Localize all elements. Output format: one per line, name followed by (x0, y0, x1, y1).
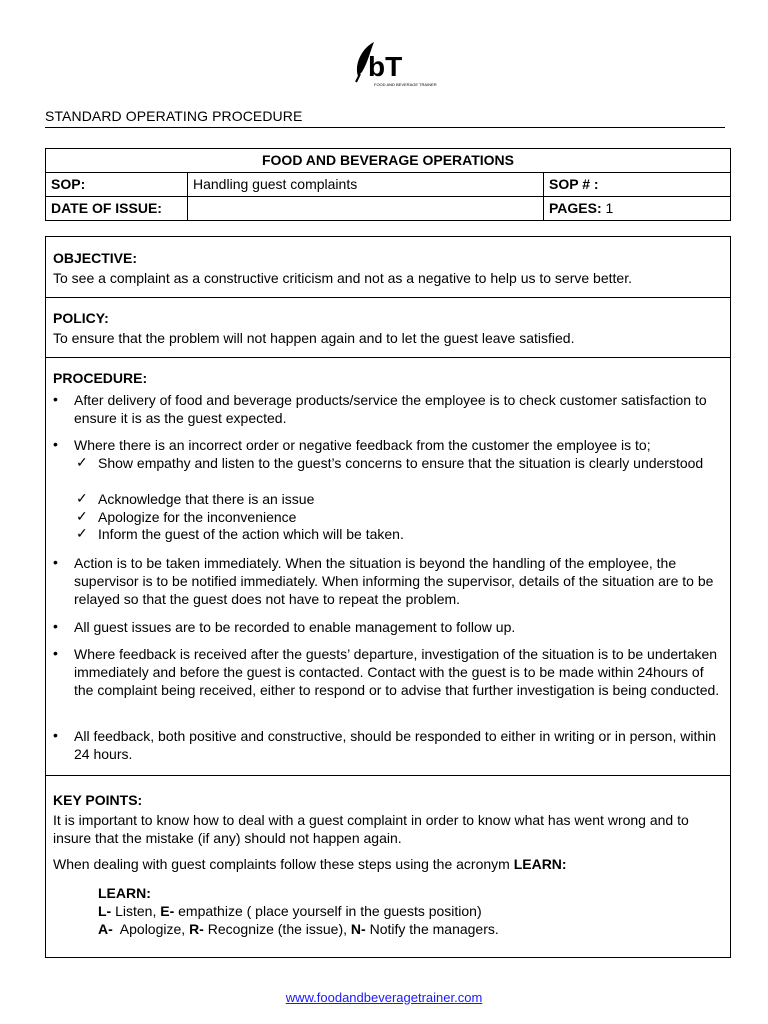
sop-body (45, 236, 731, 958)
objective-section (46, 237, 730, 297)
learn-l-text: Listen, (111, 903, 161, 919)
acronym-name: LEARN: (513, 856, 567, 872)
check-item-apologize: Apologize for the inconvenience (98, 509, 297, 525)
check-item-acknowledge: Acknowledge that there is an issue (98, 491, 315, 507)
bullet: • (53, 618, 58, 634)
department-title: FOOD AND BEVERAGE OPERATIONS (46, 149, 731, 173)
svg-text:FOOD AND BEVERAGE TRAINER: FOOD AND BEVERAGE TRAINER (374, 82, 437, 87)
date-of-issue-value (188, 197, 544, 221)
learn-a-text: Apologize, (112, 921, 190, 937)
learn-a-key: A- (98, 921, 113, 937)
procedure-item-4: All guest issues are to be recorded to enable management to follow up. (74, 619, 516, 635)
document-type: STANDARD OPERATING PROCEDURE (45, 108, 303, 124)
pages-label: PAGES: (549, 200, 602, 216)
svg-text:bT: bT (368, 51, 403, 82)
brand-logo (348, 38, 437, 90)
bullet: • (53, 554, 58, 570)
bullet: • (53, 645, 58, 661)
objective-heading: OBJECTIVE: (53, 250, 138, 266)
learn-n-text: Notify the managers. (365, 921, 499, 937)
sop-number-cell (544, 173, 731, 197)
check-item-empathy: Show empathy and listen to the guest’s concerns to ensure that the situation is clearly understood (98, 455, 704, 471)
sop-value: Handling guest complaints (188, 173, 544, 197)
check-icon: ✓ (76, 525, 88, 541)
bullet: • (53, 727, 58, 743)
sop-number-label: SOP # : (549, 176, 599, 192)
check-icon: ✓ (76, 490, 88, 506)
header-rule (45, 127, 725, 128)
procedure-item-2: Where there is an incorrect order or negative feedback from the customer the employee is to; (74, 437, 651, 453)
learn-n-key: N- (350, 921, 366, 937)
policy-heading: POLICY: (53, 310, 109, 326)
website-link[interactable]: www.foodandbeveragetrainer.com (285, 990, 483, 1005)
sop-label: SOP: (46, 173, 188, 197)
procedure-section (46, 357, 730, 776)
key-points-paragraph: It is important to know how to deal with a guest complaint in order to know what has went wrong and to insure that the mistake (if any) should not happen again. (53, 812, 689, 846)
sop-header-table (45, 148, 731, 221)
procedure-item-3: Action is to be taken immediately. When the situation is beyond the handling of the employee, the supervisor is to be notified immediately. When informing the supervisor, details of the situation are to be relayed so that the guest does not have to repeat the problem. (74, 555, 714, 607)
date-of-issue-label: DATE OF ISSUE: (46, 197, 188, 221)
bullet: • (53, 391, 58, 407)
procedure-heading: PROCEDURE: (53, 370, 148, 386)
acronym-intro-text: When dealing with guest complaints follow these steps using the acronym (53, 856, 514, 872)
procedure-item-6: All feedback, both positive and constructive, should be responded to either in writing or in person, within 24 hours. (74, 728, 717, 762)
procedure-item-1: After delivery of food and beverage products/service the employee is to check customer satisfaction to ensure it is as the guest expected. (74, 392, 707, 426)
feather-logo-icon (348, 38, 437, 90)
check-icon: ✓ (76, 508, 88, 524)
bullet: • (53, 436, 58, 452)
learn-title: LEARN: (98, 885, 151, 901)
learn-l-key: L- (98, 903, 112, 919)
policy-section (46, 297, 730, 358)
check-item-inform: Inform the guest of the action which will be taken. (98, 526, 404, 542)
learn-line-2 (98, 920, 499, 938)
procedure-item-5: Where feedback is received after the guests’ departure, investigation of the situation is to be undertaken immediately and before the guest is contacted. Contact with the guest is to be made within 24hours of the complaint being received, either to respond or to advise that further investigation is being conducted. (74, 646, 720, 698)
pages-cell (544, 197, 731, 221)
key-points-section (46, 775, 730, 958)
learn-r-text: Recognize (the issue), (203, 921, 351, 937)
learn-line-1 (98, 902, 482, 920)
acronym-intro (53, 855, 722, 873)
pages-value: 1 (605, 200, 614, 216)
objective-text: To see a complaint as a constructive criticism and not as a negative to help us to serve better. (53, 270, 632, 286)
policy-text: To ensure that the problem will not happen again and to let the guest leave satisfied. (53, 330, 575, 346)
key-points-heading: KEY POINTS: (53, 792, 143, 808)
learn-e-key: E- (160, 903, 175, 919)
learn-e-text: empathize ( place yourself in the guests position) (174, 903, 482, 919)
learn-r-key: R- (189, 921, 204, 937)
check-icon: ✓ (76, 454, 88, 470)
